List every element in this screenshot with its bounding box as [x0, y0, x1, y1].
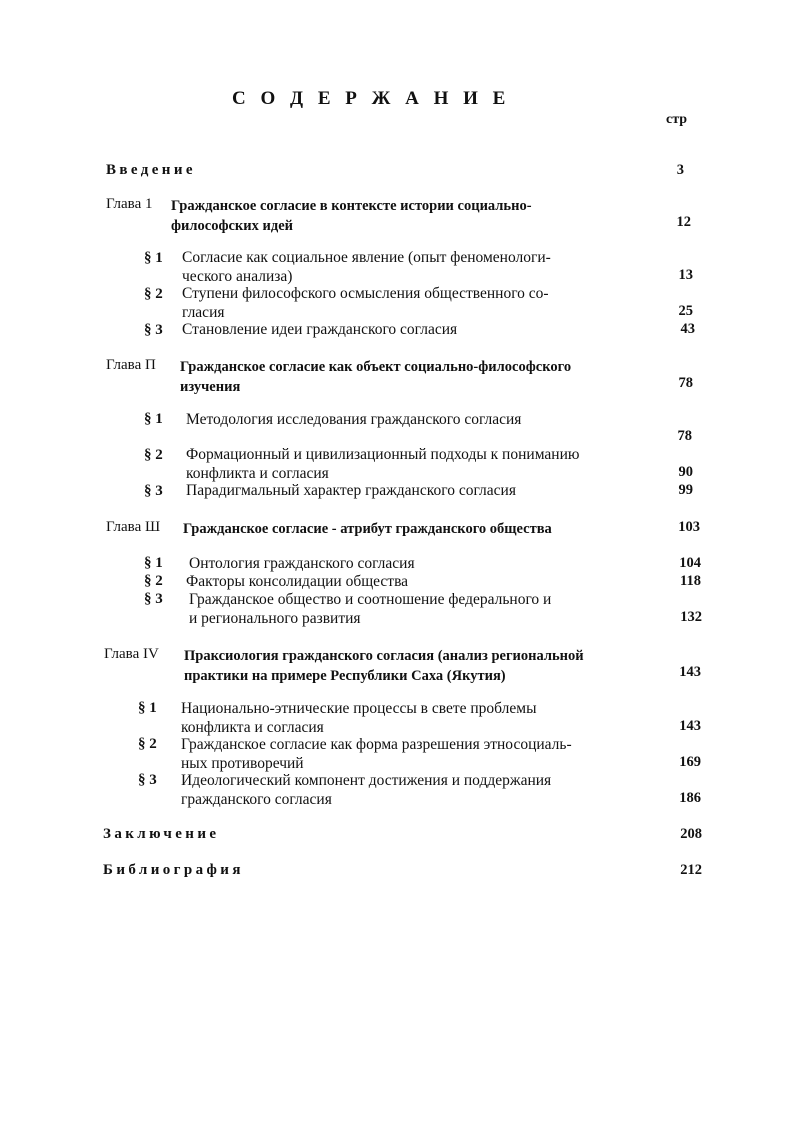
- ch1-sec1-number: § 1: [144, 250, 163, 266]
- ch3-sec1-title: Онтология гражданского согласия: [189, 555, 415, 572]
- ch2-sec3-page: 99: [678, 482, 693, 498]
- chapter-4-title: [184, 646, 584, 686]
- ch2-sec3-title: Парадигмальный характер гражданского согласия: [186, 482, 516, 499]
- ch1-sec2-title: [182, 285, 549, 322]
- chapter-1-title: [171, 196, 532, 236]
- ch1-sec2-number: § 2: [144, 286, 163, 302]
- ch1-sec1-page: 13: [678, 267, 693, 283]
- ch3-sec1-number: § 1: [144, 555, 163, 571]
- ch3-sec2-title: Факторы консолидации общества: [186, 573, 409, 590]
- ch4-sec1-title: [181, 700, 537, 737]
- chapter-4-label: Глава IV: [104, 646, 159, 662]
- chapter-2-title-line-1: Гражданское согласие как объект социально-философского: [180, 359, 572, 375]
- ch4-sec1-line-2: конфликта и согласия: [181, 718, 324, 736]
- ch4-sec2-line-2: ных противоречий: [181, 754, 304, 772]
- ch4-sec1-line-1: Национально-этнические процессы в свете проблемы: [181, 700, 537, 717]
- chapter-2-title-line-2: изучения: [180, 379, 241, 395]
- chapter-1-title-line-2: философских идей: [171, 218, 293, 234]
- ch3-sec3-line-1: Гражданское общество и соотношение федерального и: [189, 591, 552, 608]
- ch3-sec1-page: 104: [679, 555, 701, 571]
- chapter-2-label: Глава П: [106, 357, 156, 373]
- ch1-sec3-number: § 3: [144, 322, 163, 338]
- ch1-sec3-page: 43: [680, 321, 695, 337]
- ch4-sec2-title: [181, 736, 572, 773]
- ch4-sec2-line-1: Гражданское согласие как форма разрешения этносоциаль-: [181, 736, 572, 753]
- intro-page: 3: [676, 162, 684, 178]
- ch1-sec3-title: Становление идеи гражданского согласия: [182, 321, 458, 338]
- chapter-1-title-line-1: Гражданское согласие в контексте истории социально-: [171, 198, 532, 214]
- chapter-4-page: 143: [679, 664, 701, 680]
- ch4-sec3-line-2: гражданского согласия: [181, 790, 332, 808]
- ch3-sec3-title: [189, 591, 551, 628]
- bibliography-page: 212: [680, 862, 702, 878]
- ch3-sec2-page: 118: [680, 573, 701, 589]
- chapter-4-title-line-2: практики на примере Республики Саха (Якутия): [184, 668, 506, 684]
- ch1-sec2-line-1: Ступени философского осмысления общественного со-: [182, 285, 549, 302]
- ch3-sec3-number: § 3: [144, 591, 163, 607]
- bibliography-label: Библиография: [103, 862, 244, 878]
- ch1-sec1-line-1: Согласие как социальное явление (опыт феноменологи-: [182, 249, 551, 266]
- conclusion-label: Заключение: [103, 826, 220, 842]
- ch2-sec2-line-1: Формационный и цивилизационный подходы к пониманию: [186, 446, 580, 463]
- ch4-sec3-title: [181, 772, 551, 809]
- ch3-sec2-number: § 2: [144, 573, 163, 589]
- ch2-sec1-title: Методология исследования гражданского согласия: [186, 411, 522, 428]
- ch2-sec2-line-2: конфликта и согласия: [186, 464, 329, 482]
- chapter-2-title: [180, 357, 571, 397]
- ch1-sec2-page: 25: [678, 303, 693, 319]
- chapter-3-title: Гражданское согласие - атрибут гражданского общества: [183, 521, 552, 537]
- ch4-sec2-page: 169: [679, 754, 701, 770]
- chapter-3-page: 103: [678, 519, 700, 535]
- chapter-1-label: Глава 1: [106, 196, 153, 212]
- ch4-sec3-line-1: Идеологический компонент достижения и поддержания: [181, 772, 552, 789]
- ch2-sec2-title: [186, 446, 579, 483]
- ch1-sec2-line-2: гласия: [182, 303, 225, 321]
- ch3-sec3-line-2: и регионального развития: [189, 609, 361, 627]
- chapter-1-page: 12: [676, 214, 691, 230]
- ch4-sec1-page: 143: [679, 718, 701, 734]
- ch4-sec2-number: § 2: [138, 736, 157, 752]
- ch4-sec3-page: 186: [679, 790, 701, 806]
- chapter-2-page: 78: [678, 375, 693, 391]
- page-column-header: стр: [666, 112, 688, 127]
- conclusion-page: 208: [680, 826, 702, 842]
- page-title: С О Д Е Р Ж А Н И Е: [232, 88, 511, 109]
- ch1-sec1-line-2: ческого анализа): [182, 267, 293, 285]
- ch2-sec1-page: 78: [677, 428, 692, 444]
- ch3-sec3-page: 132: [680, 609, 702, 625]
- ch2-sec1-number: § 1: [144, 411, 163, 427]
- ch4-sec1-number: § 1: [138, 700, 157, 716]
- intro-label: Введение: [106, 162, 196, 178]
- ch4-sec3-number: § 3: [138, 772, 157, 788]
- chapter-3-label: Глава Ш: [106, 519, 161, 535]
- ch1-sec1-title: [182, 249, 551, 286]
- ch2-sec2-number: § 2: [144, 447, 163, 463]
- ch2-sec2-page: 90: [678, 464, 693, 480]
- ch2-sec3-number: § 3: [144, 483, 163, 499]
- chapter-4-title-line-1: Праксиология гражданского согласия (анализ региональной: [184, 648, 584, 664]
